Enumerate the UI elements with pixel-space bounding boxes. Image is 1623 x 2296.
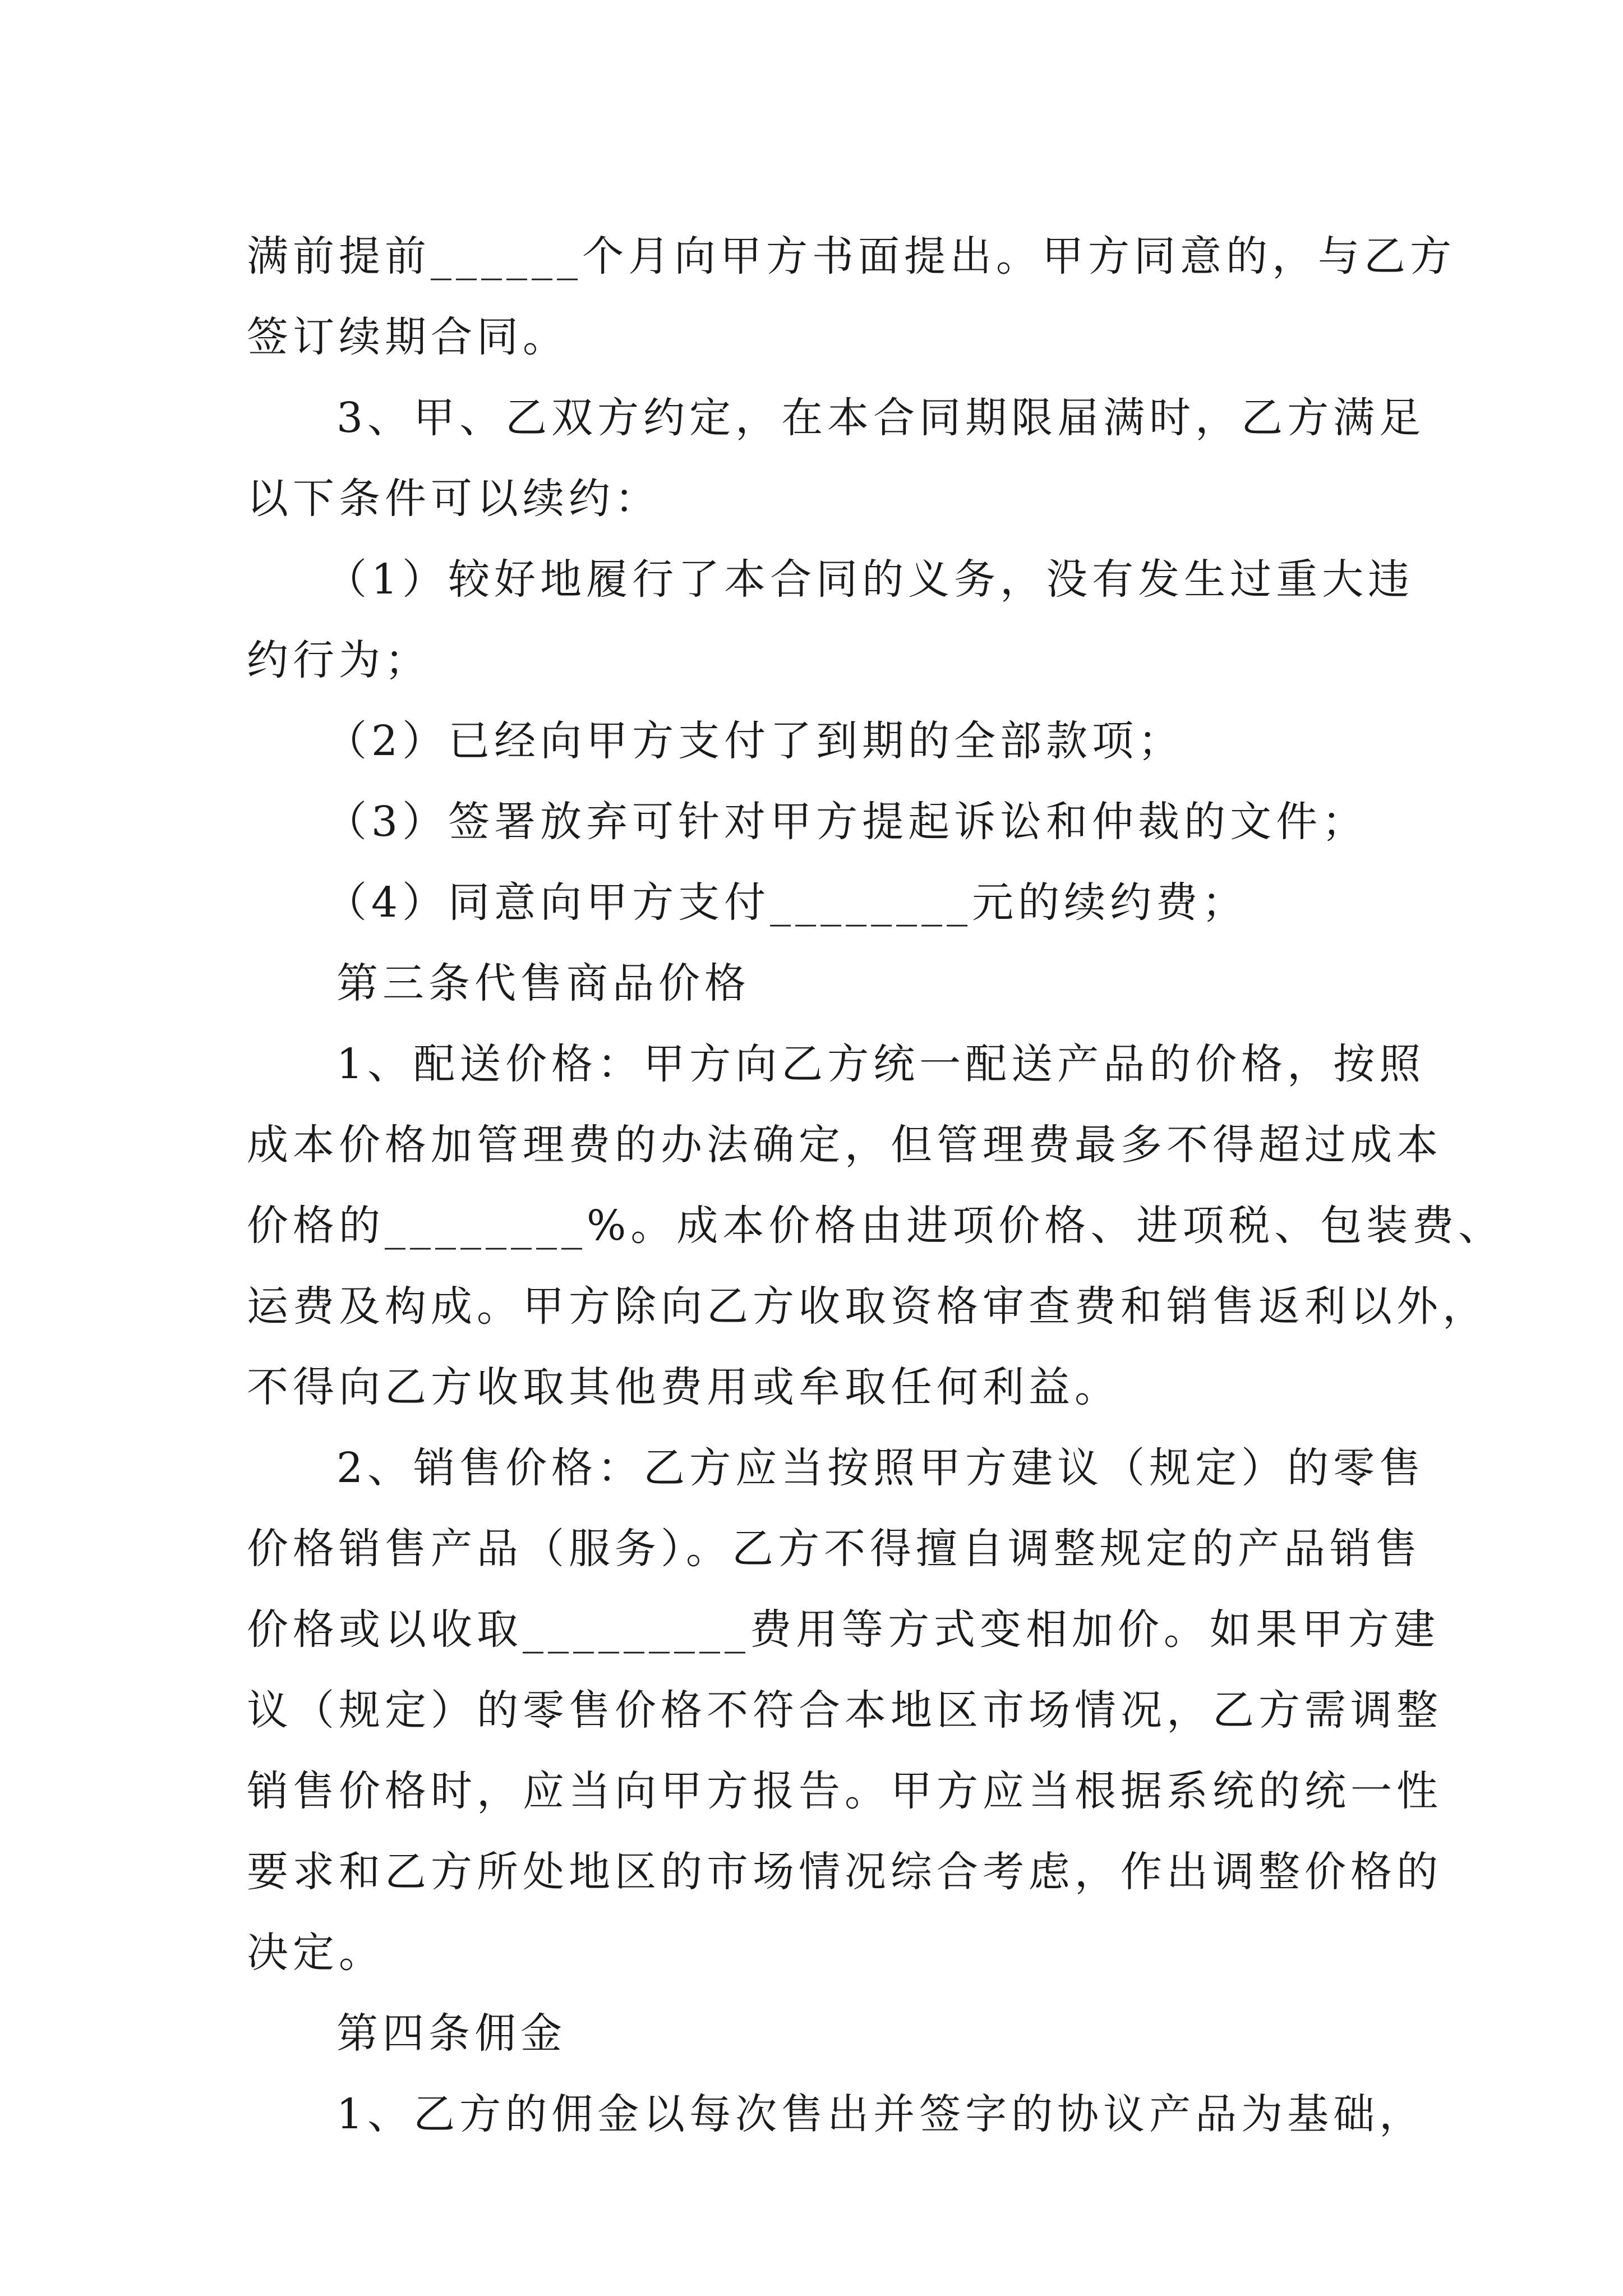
condition-4: （4）同意向甲方支付________元的续约费； <box>325 878 1248 927</box>
article-3-clause-1-line-1: 1、配送价格：甲方向乙方统一配送产品的价格，按照 <box>336 1040 1426 1088</box>
condition-1-line-2: 约行为； <box>247 636 431 684</box>
paragraph-line-2: 签订续期合同。 <box>247 313 569 361</box>
article-3-clause-2-line-7: 决定。 <box>247 1929 385 1977</box>
article-3-clause-2-line-6: 要求和乙方所处地区的市场情况综合考虑，作出调整价格的 <box>247 1848 1442 1896</box>
document-body <box>247 216 1505 2155</box>
article-3-clause-1-line-3: 价格的________%。成本价格由进项价格、进项税、包装费、 <box>247 1202 1505 1250</box>
article-3-clause-1-line-4: 运费及构成。甲方除向乙方收取资格审查费和销售返利以外， <box>247 1282 1488 1331</box>
condition-1-line-1: （1）较好地履行了本合同的义务，没有发生过重大违 <box>325 555 1414 604</box>
article-4-clause-1-line-1: 1、乙方的佣金以每次售出并签字的协议产品为基础， <box>336 2090 1426 2138</box>
article-3-clause-2-line-3: 价格或以收取_________费用等方式变相加价。如果甲方建 <box>247 1605 1440 1654</box>
clause-3-line-1: 3、甲、乙双方约定，在本合同期限届满时，乙方满足 <box>336 394 1426 442</box>
article-3-clause-2-line-5: 销售价格时，应当向甲方报告。甲方应当根据系统的统一性 <box>247 1767 1442 1815</box>
article-3-clause-1-line-2: 成本价格加管理费的办法确定，但管理费最多不得超过成本 <box>247 1121 1442 1169</box>
article-4-heading: 第四条佣金 <box>336 2009 566 2058</box>
condition-2: （2）已经向甲方支付了到期的全部款项； <box>325 717 1184 765</box>
condition-3: （3）签署放弃可针对甲方提起诉讼和仲裁的文件； <box>325 798 1368 846</box>
article-3-clause-2-line-2: 价格销售产品（服务）。乙方不得擅自调整规定的产品销售 <box>247 1525 1422 1573</box>
article-3-clause-2-line-4: 议（规定）的零售价格不符合本地区市场情况，乙方需调整 <box>247 1686 1442 1734</box>
article-3-heading: 第三条代售商品价格 <box>336 959 750 1007</box>
article-3-clause-2-line-1: 2、销售价格：乙方应当按照甲方建议（规定）的零售 <box>336 1444 1426 1492</box>
article-3-clause-1-line-5: 不得向乙方收取其他费用或牟取任何利益。 <box>247 1363 1121 1411</box>
clause-3-line-2: 以下条件可以续约： <box>247 475 661 523</box>
paragraph-line-1: 满前提前______个月向甲方书面提出。甲方同意的，与乙方 <box>247 232 1456 280</box>
